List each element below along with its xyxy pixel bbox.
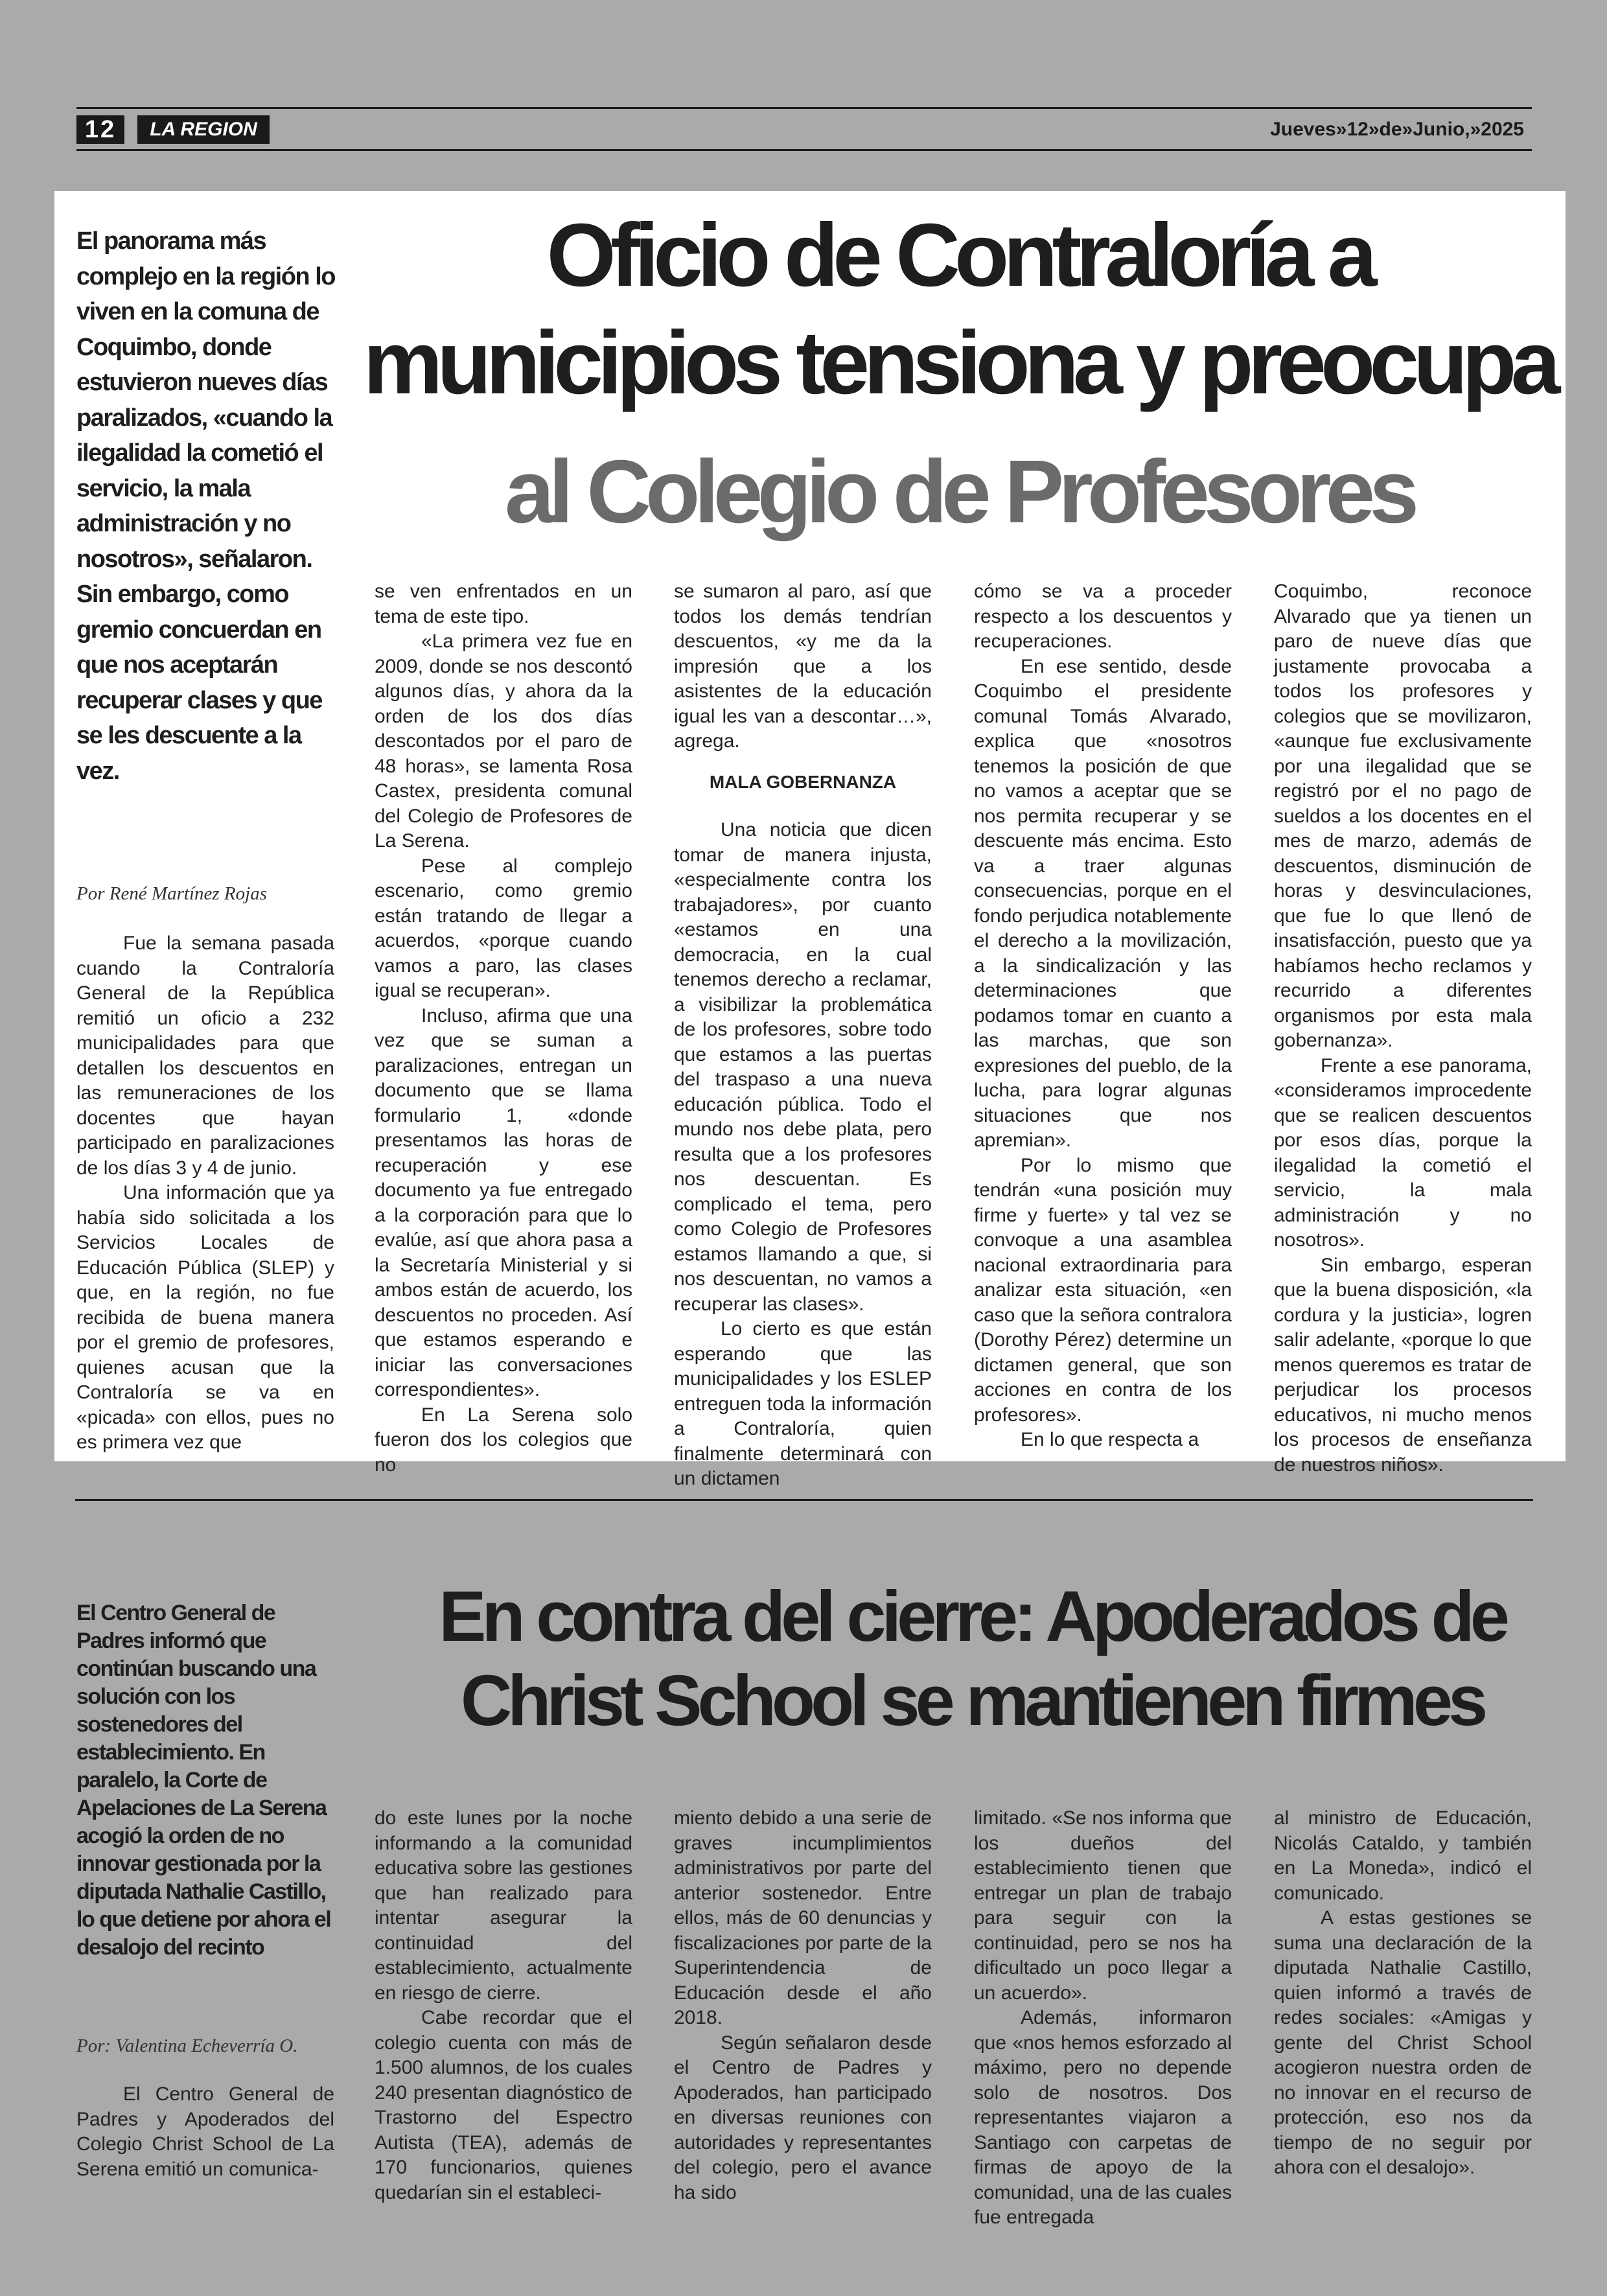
- article2-headline: [389, 1577, 1555, 1741]
- paragraph: Sin embargo, esperan que la buena disposición, «la cordura y la justicia», logren salir adelante, «porque lo que menos queremos es tratar de perjudicar los procesos educativos, ni mucho menos los procesos de enseñanza de nuestros niños».: [1274, 1254, 1532, 1476]
- paragraph: Lo cierto es que están esperando que las municipalidades y los ESLEP entreguen toda la información a Contraloría, quien finalmente determinará con un dictamen: [674, 1318, 932, 1489]
- paragraph: Fue la semana pasada cuando la Contraloría General de la República remitió un oficio a 232 municipalidades para que detallen los descuentos en las remuneraciones de los docentes que hayan participado en paralizaciones de los días 3 y 4 de junio.: [76, 933, 334, 1179]
- article1-column-2: [375, 579, 632, 1478]
- paragraph: cómo se va a proceder respecto a los descuentos y recuperaciones.: [974, 581, 1232, 652]
- article2-lead: El Centro General de Padres informó que continúan buscando una solución con los sostenedores del establecimiento. En paralelo, la Corte de Apelaciones de La Serena acogió la orden de no innovar gestionada por la diputada Nathalie Castillo, lo que detiene por ahora el desalojo del recinto: [76, 1601, 331, 1960]
- article2-byline: Por: Valentina Echeverría O.: [76, 2035, 298, 2056]
- article1-column-4: [974, 579, 1232, 1453]
- issue-date: Jueves»12»de»Junio,»2025: [1270, 119, 1524, 140]
- article2-headline-line2: Christ School se mantienen firmes: [460, 1661, 1484, 1741]
- paragraph: limitado. «Se nos informa que los dueños del establecimiento tienen que entregar un plan de trabajo para seguir con la continuidad, pero se nos ha dificultado un poco llegar a un acuerdo».: [974, 1807, 1232, 2004]
- article1-column-1: [76, 931, 334, 1455]
- paragraph: Incluso, afirma que una vez que se suman a paralizaciones, entregan un documento que se llama formulario 1, «donde presentamos las horas de recuperación y ese documento ya fue entregado a la corporación para que lo evalúe, así que ahora pasa a la Secretaría Ministerial y si ambos están de acuerdo, los descuentos no proceden. Así que estamos esperando e iniciar las conversaciones correspondientes».: [375, 1004, 632, 1400]
- header-bottom-rule: [76, 149, 1532, 151]
- article2-headline-line1: En contra del cierre: Apoderados de: [439, 1577, 1505, 1656]
- paragraph: se ven enfrentados en un tema de este tipo.: [375, 581, 632, 627]
- paragraph: do este lunes por la noche informando a la comunidad educativa sobre las gestiones que han realizado para intentar asegurar la continuidad del establecimiento, actualmente en riesgo de cierre.: [375, 1807, 632, 2004]
- paragraph: Pese al complejo escenario, como gremio están tratando de llegar a acuerdos, «porque cuando vamos a paro, las clases igual se recuperan».: [375, 855, 632, 1001]
- paragraph: Además, informaron que «nos hemos esforzado al máximo, pero no depende solo de nosotros. Dos representantes viajaron a Santiago con carpetas de firmas de apoyo de la comunidad, una de las cuales fue entregada: [974, 2007, 1232, 2228]
- article1-column-3: [674, 579, 932, 1492]
- paragraph: Por lo mismo que tendrán «una posición muy firme y fuerte» y tal vez se convoque a una asamblea nacional extraordinaria para analizar esta situación, «en caso que la señora contralora (Dorothy Pérez) determine un dictamen general, que son acciones en contra de los profesores».: [974, 1154, 1232, 1426]
- article1-headline: [363, 205, 1555, 413]
- article1-headline-line1: Oficio de Contraloría a: [546, 205, 1372, 305]
- paragraph: En La Serena solo fueron dos los colegios que no: [375, 1404, 632, 1476]
- paragraph: En lo que respecta a: [1021, 1429, 1199, 1450]
- article2-column-3: [674, 1806, 932, 2205]
- paragraph: «La primera vez fue en 2009, donde se nos descontó algunos días, y ahora da la orden de los dos días descontados por el paro de 48 horas», se lamenta Rosa Castex, presidenta comunal del Colegio de Profesores de La Serena.: [375, 631, 632, 852]
- paragraph: A estas gestiones se suma una declaración de la diputada Nathalie Castillo, quien informó a través de redes sociales: «Amigas y gente del Christ School acogieron nuestra orden de no innovar en el recurso de protección, eso nos da tiempo de no seguir por ahora con el desalojo».: [1274, 1907, 1532, 2178]
- paragraph: al ministro de Educación, Nicolás Cataldo, y también en La Moneda», indicó el comunicado.: [1274, 1807, 1532, 1904]
- page-number: 12: [76, 115, 124, 144]
- header-top-rule: [76, 107, 1532, 109]
- article1-byline: Por René Martínez Rojas: [76, 883, 267, 904]
- article2-column-4: [974, 1806, 1232, 2231]
- section-subhead: MALA GOBERNANZA: [709, 771, 897, 792]
- paragraph: En ese sentido, desde Coquimbo el presidente comunal Tomás Alvarado, explica que «nosotros tenemos la posición de que no vamos a aceptar que se nos permita recuperar y se descuente más encima. Esto va a traer algunas consecuencias, porque en el fondo perjudica notablemente el derecho a la movilización, a la sindicalización y las determinaciones que podamos tomar en cuanto a las marchas, que son expresiones del pueblo, de la lucha, para lograr algunas situaciones que nos apremian».: [974, 655, 1232, 1151]
- article1-headline-line2: municipios tensiona y preocupa: [363, 313, 1555, 413]
- paragraph: El Centro General de Padres y Apoderados del Colegio Christ School de La Serena emitió un comunica-: [76, 2083, 334, 2180]
- article1-column-5: [1274, 579, 1532, 1478]
- paragraph: Una noticia que dicen tomar de manera injusta, «especialmente contra los trabajadores», por cuanto «estamos en una democracia, en la cual tenemos derecho a reclamar, a visibilizar la problemática de los profesores, sobre todo que estamos a las puertas del traspaso a una nueva educación pública. Todo el mundo nos debe plata, pero resulta que a los profesores nos descuentan. Es complicado el tema, pero como Colegio de Profesores estamos llamando a que, si nos descuentan, no vamos a recuperar las clases».: [674, 819, 932, 1315]
- paragraph: Según señalaron desde el Centro de Padres y Apoderados, han participado en diversas reuniones con autoridades y representantes del colegio, pero el avance ha sido: [674, 2032, 932, 2203]
- article2-column-2: [375, 1806, 632, 2205]
- paragraph: Frente a ese panorama, «consideramos improcedente que se realicen descuentos por esos días, porque la ilegalidad la cometió el servicio, la mala administración y no nosotros».: [1274, 1054, 1532, 1251]
- paragraph: Cabe recordar que el colegio cuenta con más de 1.500 alumnos, de los cuales 240 presentan diagnóstico de Trastorno del Espectro Autista (TEA), además de 170 funcionarios, quienes quedarían sin el estableci-: [375, 2007, 632, 2203]
- article1-lead: El panorama más complejo en la región lo viven en la comuna de Coquimbo, donde estuvieron nueves días paralizados, «cuando la ilegalidad la cometió el servicio, la mala administración y no nosotros», señalaron. Sin embargo, como gremio concuerdan en que nos aceptarán recuperar clases y que se les descuente a la vez.: [76, 227, 335, 785]
- article1-headline-line3: al Colegio de Profesores: [504, 442, 1414, 542]
- paragraph: Coquimbo, reconoce Alvarado que ya tienen un paro de nueve días que justamente provocaba a todos los profesores y colegios que se movilizaron, «aunque fue exclusivamente por una ilegalidad que se registró por el no pago de sueldos a los docentes en el mes de marzo, además de descuentos, disminución de horas y desvinculaciones, que fue lo que llenó de insatisfacción, puesto que ya habíamos hecho reclamos y recurrido a diferentes organismos por esta mala gobernanza».: [1274, 581, 1532, 1051]
- article2-column-5: [1274, 1806, 1532, 2181]
- paragraph: miento debido a una serie de graves incumplimientos administrativos por parte del anterior sostenedor. Entre ellos, más de 60 denuncias y fiscalizaciones por parte de la Superintendencia de Educación desde el año 2018.: [674, 1807, 932, 2028]
- paragraph: se sumaron al paro, así que todos los demás tendrían descuentos, «y me da la impresión que a los asistentes de la educación igual les van a descontar…», agrega.: [674, 581, 932, 752]
- article2-column-1: [76, 2082, 334, 2182]
- article-separator-rule: [75, 1499, 1533, 1501]
- newspaper-masthead: LA REGION: [137, 115, 270, 144]
- paragraph: Una información que ya había sido solicitada a los Servicios Locales de Educación Pública (SLEP) y que, en la región, no fue recibida de buena manera por el gremio de profesores, quienes acusan que la Contraloría se va en «picada» con ellos, pues no es primera vez que: [76, 1182, 334, 1453]
